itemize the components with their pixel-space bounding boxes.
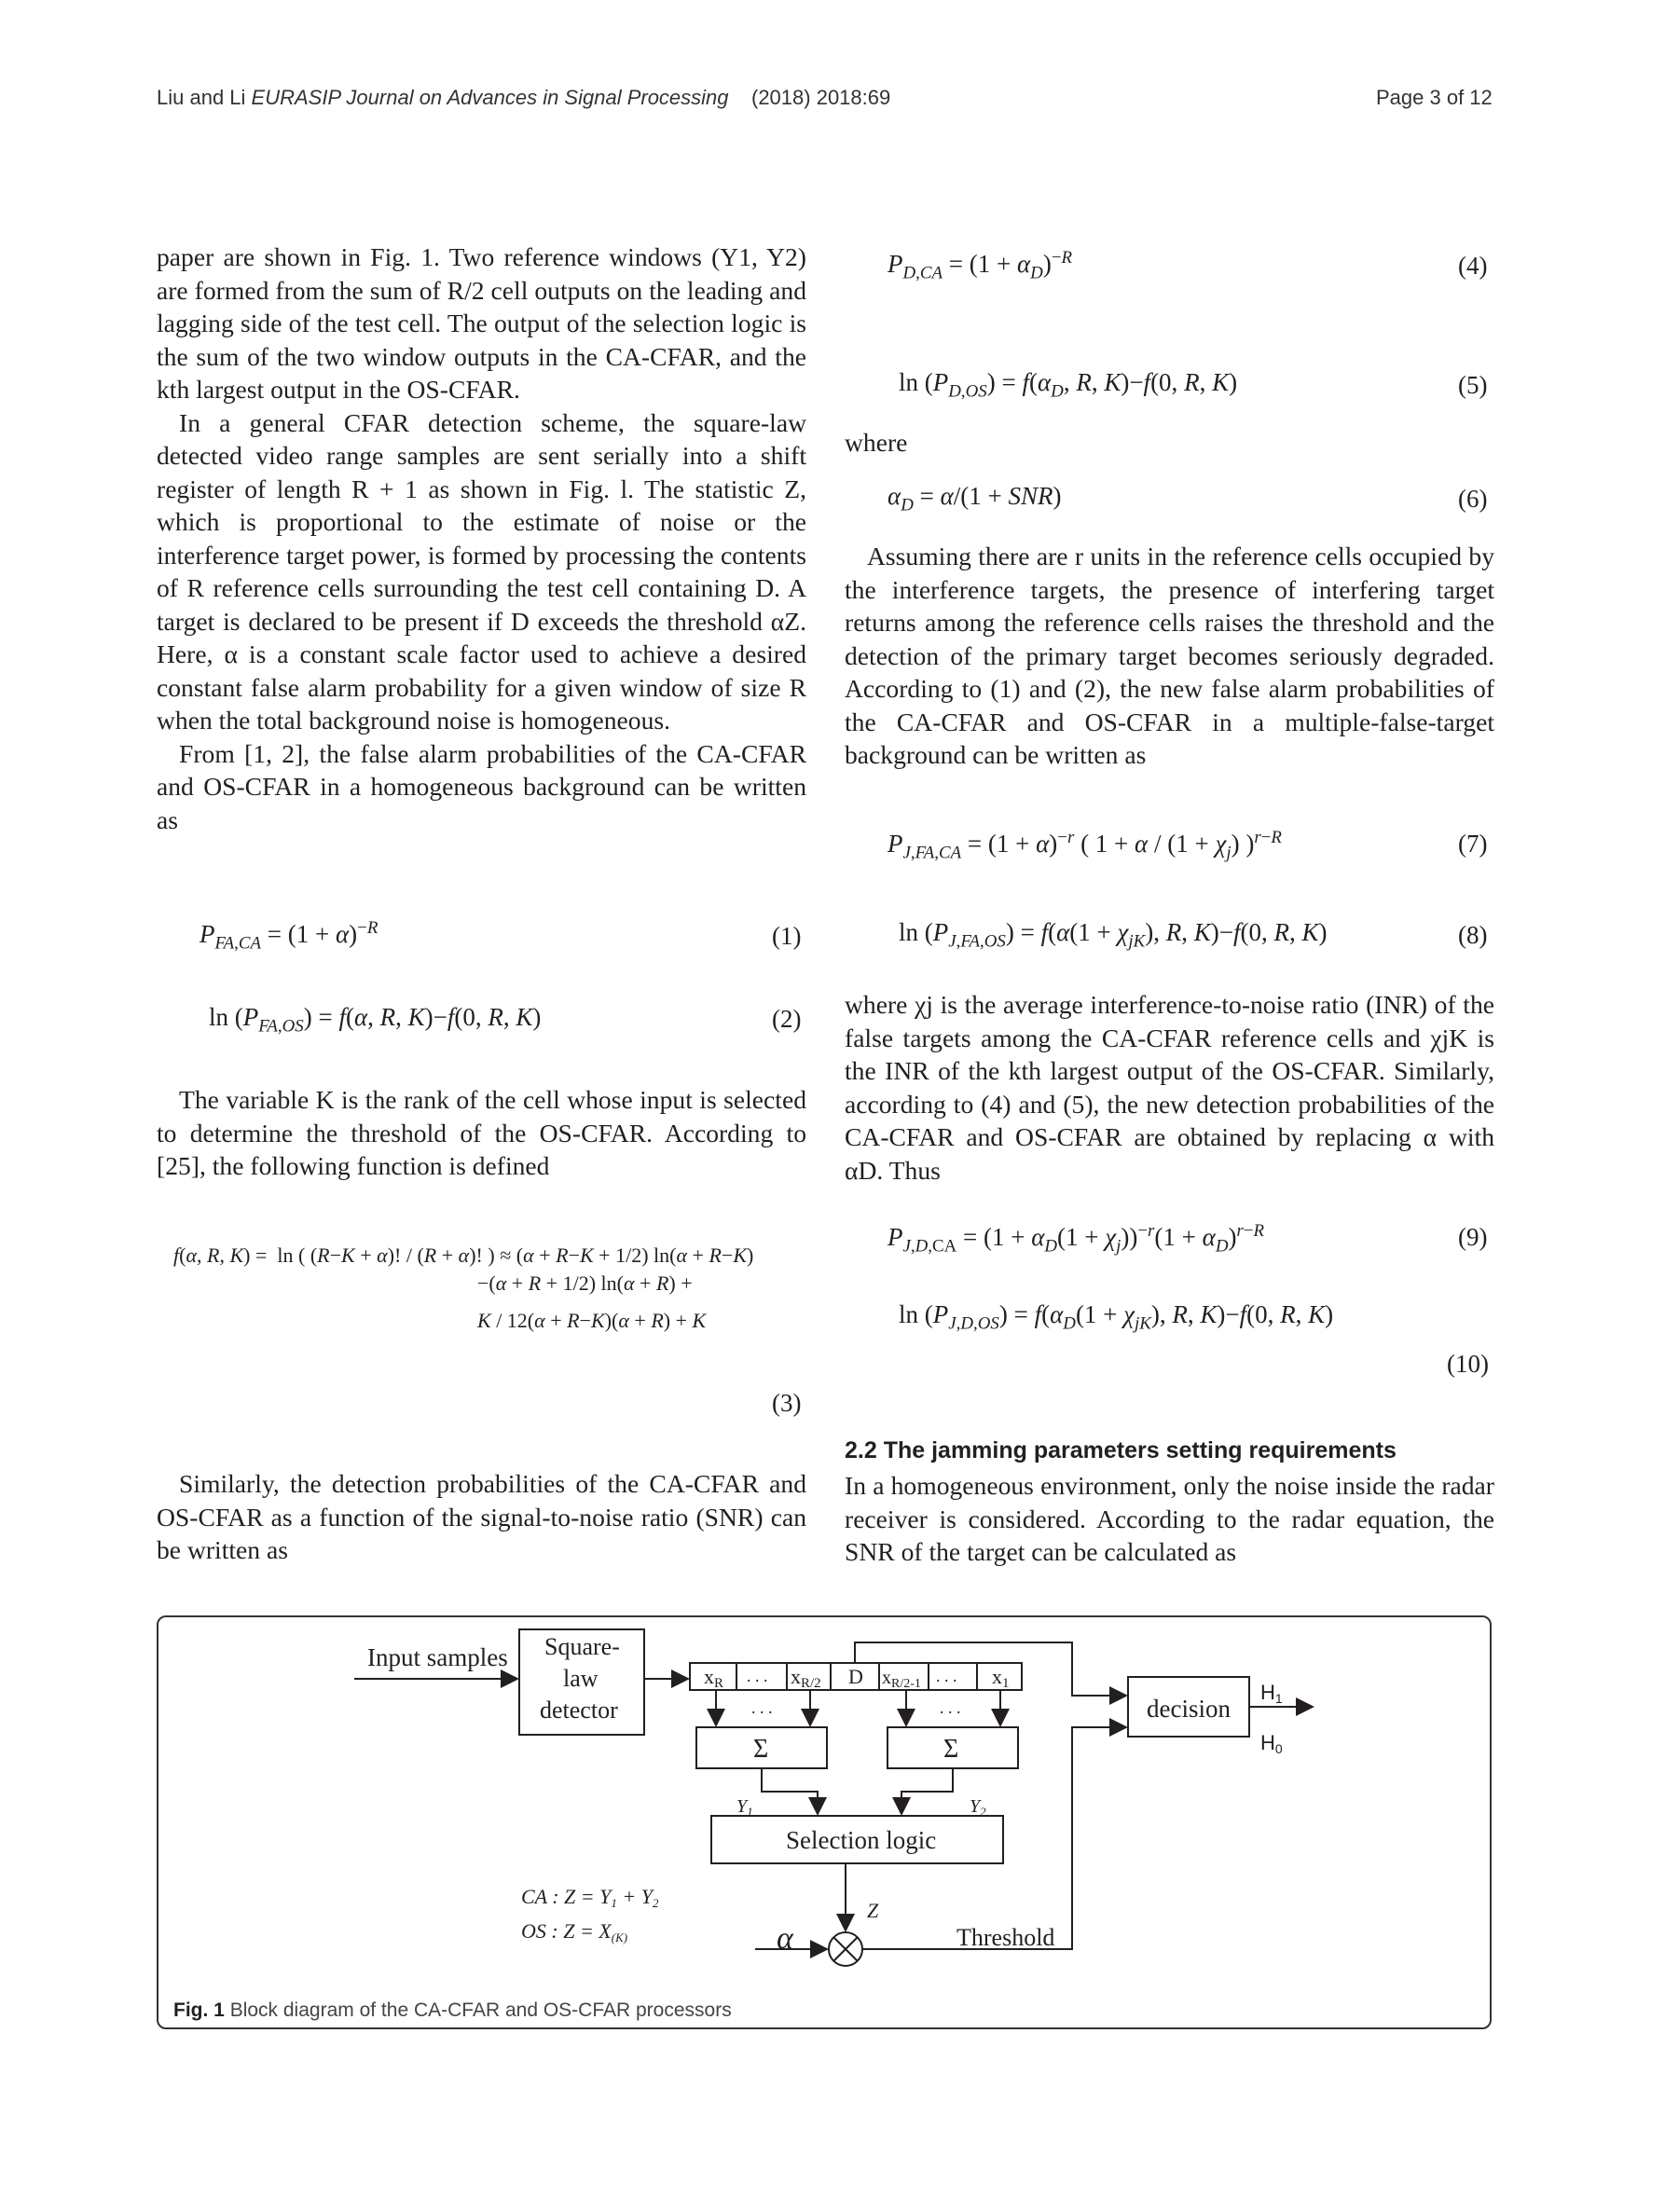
- right-paragraph-3: In a homogeneous environment, only the noise inside the radar receiver is considered. According to the radar equation, the SNR of the target can be calculated as: [845, 1471, 1494, 1566]
- svg-text:OS : Z = X(K): OS : Z = X(K): [521, 1919, 628, 1944]
- cell-d: D: [848, 1665, 863, 1688]
- equation-number-4: (4): [1458, 252, 1488, 280]
- header-year: (2018) 2018:69: [751, 86, 891, 109]
- left-paragraph-4: The variable K is the rank of the cell whose input is selected to determine the threshold of the OS-CFAR. According to [25], the following function is defined: [157, 1085, 806, 1180]
- cell-dots-right: . . .: [936, 1667, 957, 1685]
- os-formula: OS : Z = X: [521, 1919, 612, 1943]
- svg-text:Y1: [736, 1796, 753, 1819]
- svg-text:H0: [1260, 1731, 1283, 1756]
- equation-number-2: (2): [772, 1005, 802, 1033]
- input-samples-label: Input samples: [367, 1643, 508, 1671]
- left-paragraph-5: Similarly, the detection probabilities of the CA-CFAR and OS-CFAR as a function of the signal-to-noise ratio (SNR) can be written as: [157, 1469, 806, 1564]
- cell-xr: x: [704, 1665, 714, 1688]
- equation-number-6: (6): [1458, 485, 1488, 513]
- section-heading: 2.2 The jamming parameters setting requirements: [845, 1437, 1397, 1463]
- dots-under-left: . . .: [751, 1698, 773, 1717]
- h0-label: H: [1260, 1731, 1275, 1754]
- h0-sub: 0: [1274, 1741, 1283, 1756]
- threshold-label: Threshold: [956, 1924, 1055, 1951]
- cell-dots-left: . . .: [747, 1667, 768, 1685]
- figure-caption: [173, 1999, 732, 2022]
- svg-text:CA : Z = Y1 + Y2: CA : Z = Y1 + Y2: [521, 1885, 659, 1910]
- equation-number-1: (1): [772, 922, 802, 950]
- header-authors: Liu and Li: [157, 86, 246, 109]
- sum-symbol-right: Σ: [943, 1735, 959, 1764]
- equation-4: $P_{D,CA} = (1 + \alpha_D)^{-R}$: [888, 248, 1073, 283]
- equation-2: $\ln (P_{FA,OS}) = f(\alpha$, R, K)−f(0, R, K): [209, 1003, 542, 1037]
- ca-formula: CA : Z = Y: [521, 1885, 612, 1908]
- figure-caption-label: Fig. 1: [173, 1999, 225, 2021]
- h1-label: H: [1260, 1681, 1275, 1704]
- header-journal: EURASIP Journal on Advances in Signal Processing: [251, 86, 729, 109]
- decision-label: decision: [1147, 1695, 1231, 1723]
- selection-logic-label: Selection logic: [786, 1826, 937, 1854]
- left-paragraph-3: From [1, 2], the false alarm probabilities of the CA-CFAR and OS-CFAR in a homogeneous background can be written as: [157, 738, 806, 834]
- cell-x1-sub: 1: [1002, 1676, 1010, 1691]
- svg-text:xR: [704, 1665, 723, 1691]
- header-page-number: Page 3 of 12: [1376, 86, 1493, 109]
- h1-sub: 1: [1274, 1691, 1283, 1706]
- right-paragraph-1: Assuming there are r units in the reference cells occupied by the interference targets, the presence of interfering target returns among the reference cells raises the threshold and the detection of the primary target becomes seriously degraded. According to (1) and (2), the new false alarm probabilities of the CA-CFAR and OS-CFAR in a multiple-false-target background can be written as: [845, 542, 1494, 769]
- svg-text:xR/2-1: [882, 1668, 921, 1691]
- equation-number-7: (7): [1458, 830, 1488, 858]
- equation-1: $P_{FA,CA} = (1 + \alpha)^{-R}$: [200, 918, 378, 954]
- left-paragraph-2: In a general CFAR detection scheme, the square-law detected video range samples are sent serially into a shift register of length R + 1 as shown in Fig. l. The statistic Z, which is proportional to the estimate of noise or the interference target power, is formed by processing the contents of R reference cells surrounding the test cell containing D. A target is declared to be present if D exceeds the threshold αZ. Here, α is a constant scale factor used to achieve a desired constant false alarm probability for a given window of size R when the total background noise is homogeneous.: [157, 407, 806, 735]
- detector-label-3: detector: [540, 1697, 618, 1724]
- figure-caption-text: Block diagram of the CA-CFAR and OS-CFAR processors: [229, 1999, 732, 2021]
- equation-7: $P_{J,FA,CA} = (1 + \alpha)^{-r}$ ( $1 + \alpha / (1 + \chi_j)$ )$^{r-R}$: [888, 828, 1282, 863]
- svg-text:Y2: [970, 1796, 986, 1819]
- alpha-label: α: [777, 1921, 793, 1956]
- svg-text:xR/2: [791, 1665, 821, 1691]
- equation-number-3: (3): [772, 1389, 802, 1417]
- equation-number-10: (10): [1447, 1350, 1489, 1378]
- sum-symbol-left: Σ: [753, 1735, 769, 1764]
- equation-6: $\alpha_D = \alpha/(1 + SNR)$: [888, 482, 1062, 515]
- svg-text:H1: [1260, 1681, 1283, 1706]
- right-where-1: where: [845, 428, 908, 457]
- equation-8: $\ln (P_{J,FA,OS}) = f(\alpha(1 + \chi_{jK})$, R, K)−f(0, R, K): [899, 918, 1328, 952]
- svg-text:x1: [992, 1665, 1010, 1691]
- cell-xr2: x: [791, 1665, 801, 1688]
- y1-label: Y: [736, 1796, 748, 1817]
- detector-label-1: Square-: [544, 1633, 620, 1660]
- left-paragraph-1: paper are shown in Fig. 1. Two reference windows (Y1, Y2) are formed from the sum of R/2 cell outputs on the leading and lagging side of the test cell. The output of the selection logic is the sum of the two window outputs in the CA-CFAR, and the kth largest output in the OS-CFAR.: [157, 242, 806, 404]
- cell-xr2-sub: R/2: [801, 1676, 821, 1691]
- equation-10: $\ln (P_{J,D,OS}) = f(\alpha_D(1 + \chi_{jK})$, R, K)−f(0, R, K): [899, 1300, 1334, 1334]
- equation-9: $P_{J,D,CA} = (1 + \alpha_D(1 + \chi_j))^{-r}(1 + \alpha_D)^{r-R}$: [888, 1221, 1265, 1257]
- equation-number-9: (9): [1458, 1223, 1488, 1251]
- z-label: Z: [867, 1899, 879, 1922]
- equation-number-8: (8): [1458, 921, 1488, 949]
- y1-sub: 1: [747, 1805, 753, 1819]
- y2-sub: 2: [980, 1805, 986, 1819]
- cell-xr21: x: [882, 1668, 891, 1688]
- equation-number-5: (5): [1458, 371, 1488, 399]
- equation-3: f(α, R, K) = ln ( (R−K + α)! / (R + α)! ) ≈ (α + R−K + 1/2) ln(α + R−K) −(α + R + 1/2) ln(α + R) + K / 12(α + R−K)(α + R) + K: [173, 1243, 754, 1332]
- cell-x1: x: [992, 1665, 1002, 1688]
- right-paragraph-2: where χj is the average interference-to-noise ratio (INR) of the false targets among the CA-CFAR reference cells and χjK is the INR of the kth largest output of the OS-CFAR. Similarly, according to (4) and (5), the new detection probabilities of the CA-CFAR and OS-CFAR are obtained by replacing α with αD. Thus: [845, 990, 1494, 1185]
- cell-xr-sub: R: [714, 1676, 724, 1691]
- y2-label: Y: [970, 1796, 981, 1817]
- detector-label-2: law: [563, 1665, 599, 1692]
- equation-5: $\ln (P_{D,OS}) = f(\alpha_D$, R, K)−f(0, R, K): [899, 368, 1238, 402]
- dots-under-right: . . .: [940, 1698, 961, 1717]
- cell-xr21-sub: R/2-1: [891, 1677, 921, 1691]
